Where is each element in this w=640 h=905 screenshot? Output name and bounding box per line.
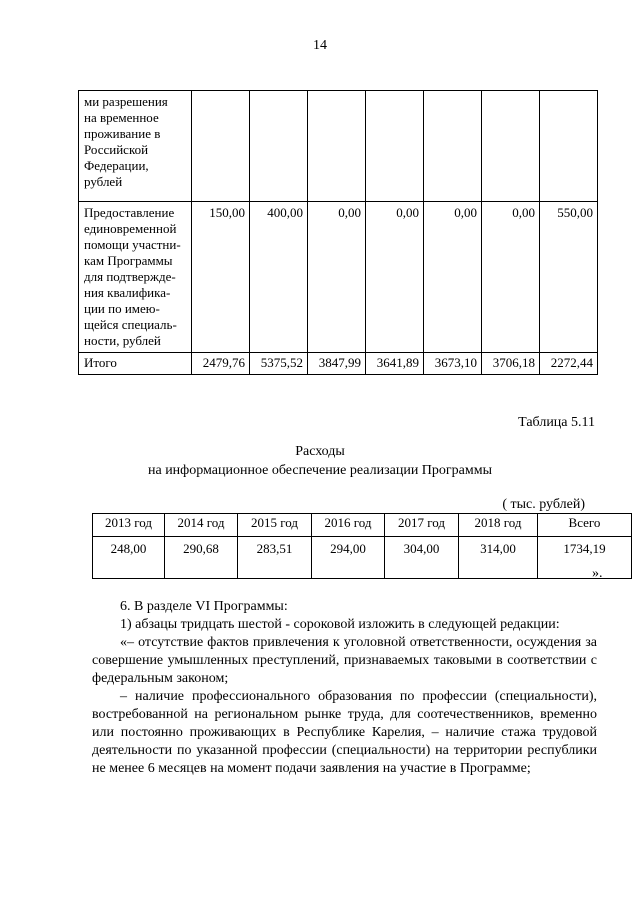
row-label: Предоставление единовременной помощи участни- кам Программы для подтвержде- ния квалифика- ции по имею- щейся специаль- ности, рублей xyxy=(79,202,192,353)
column-header: 2017 год xyxy=(385,514,459,537)
table-cell: 0,00 xyxy=(308,202,366,353)
paragraph: «– отсутствие фактов привлечения к уголовной ответственности, осуждения за совершение умышленных преступлений, признаваемых таковыми в соответствии с федеральным законом; xyxy=(92,635,597,686)
info-support-expenses-table xyxy=(92,513,632,579)
table-row xyxy=(79,91,598,202)
table-cell: 3847,99 xyxy=(308,353,366,375)
table-cell: 304,00 xyxy=(385,537,459,579)
paragraph: 1) абзацы тридцать шестой - сороковой изложить в следующей редакции: xyxy=(120,617,560,632)
table-cell: 0,00 xyxy=(366,202,424,353)
table-cell xyxy=(308,91,366,202)
table-caption: Таблица 5.11 xyxy=(518,415,595,430)
table-cell: 283,51 xyxy=(238,537,312,579)
column-header: 2013 год xyxy=(93,514,165,537)
table-cell xyxy=(192,91,250,202)
table-cell: 1734,19 xyxy=(538,537,632,579)
table-cell: 290,68 xyxy=(165,537,238,579)
table-cell: 3641,89 xyxy=(366,353,424,375)
column-header: 2018 год xyxy=(459,514,538,537)
table-cell: 248,00 xyxy=(93,537,165,579)
table-title: Расходы на информационное обеспечение реализации Программы xyxy=(147,444,493,478)
column-header: 2014 год xyxy=(165,514,238,537)
table-header-row xyxy=(93,514,632,537)
page-number: 14 xyxy=(313,38,327,53)
table-cell xyxy=(540,91,598,202)
table-cell: 3673,10 xyxy=(424,353,482,375)
paragraph: 6. В разделе VI Программы: xyxy=(120,599,288,614)
body-text xyxy=(92,598,597,778)
table-cell: 150,00 xyxy=(192,202,250,353)
table-cell: 2479,76 xyxy=(192,353,250,375)
table-cell: 294,00 xyxy=(312,537,385,579)
expenses-table-continued xyxy=(78,90,598,375)
column-header: Всего xyxy=(538,514,632,537)
closing-quote: ». xyxy=(592,566,603,581)
table-cell xyxy=(366,91,424,202)
table-cell: 2272,44 xyxy=(540,353,598,375)
row-label: ми разрешения на временное проживание в Российской Федерации, рублей xyxy=(79,91,192,202)
column-header: 2016 год xyxy=(312,514,385,537)
table-cell: 400,00 xyxy=(250,202,308,353)
table-cell: 0,00 xyxy=(482,202,540,353)
table-cell: 0,00 xyxy=(424,202,482,353)
table-cell xyxy=(482,91,540,202)
table-cell: 550,00 xyxy=(540,202,598,353)
table-cell xyxy=(250,91,308,202)
table-row-total xyxy=(79,353,598,375)
table-cell: 314,00 xyxy=(459,537,538,579)
table-cell: 3706,18 xyxy=(482,353,540,375)
table-units: ( тыс. рублей) xyxy=(502,497,585,512)
table-row xyxy=(79,202,598,353)
paragraph: – наличие профессионального образования по профессии (специальности), востребованной на региональном рынке труда, для соотечественников, временно или постоянно проживающих в Республике Карелия, – наличие стажа трудовой деятельности по указанной профессии (специальности) на территории республики не менее 6 месяцев на момент подачи заявления на участие в Программе; xyxy=(92,689,597,776)
table-cell xyxy=(424,91,482,202)
row-label: Итого xyxy=(79,353,192,375)
table-row xyxy=(93,537,632,579)
table-cell: 5375,52 xyxy=(250,353,308,375)
column-header: 2015 год xyxy=(238,514,312,537)
